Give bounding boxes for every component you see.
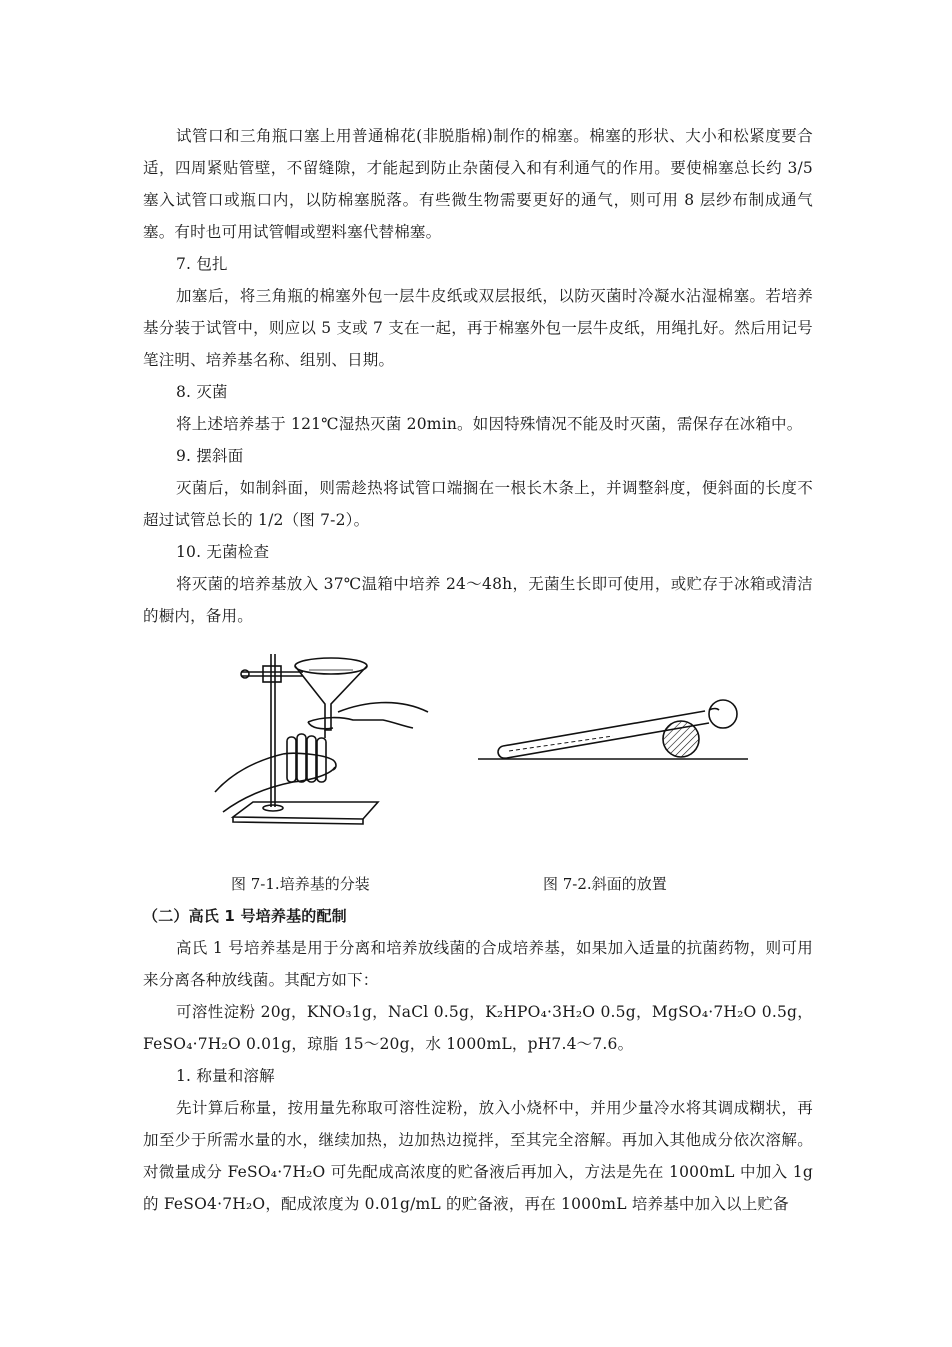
heading-weigh-dissolve: 1. 称量和溶解 bbox=[176, 1067, 275, 1085]
paragraph-sterilization: 将上述培养基于 121℃湿热灭菌 20min。如因特殊情况不能及时灭菌，需保存在冰箱中。 bbox=[176, 415, 803, 433]
paragraph-wrapping: 加塞后，将三角瓶的棉塞外包一层牛皮纸或双层报纸，以防灭菌时冷凝水沾湿棉塞。若培养基分装于试管中，则应以 5 支或 7 支在一起，再于棉塞外包一层牛皮纸，用绳扎好。然后用记号笔注明、培养基名称、组别、日期。 bbox=[143, 287, 813, 369]
section-title-gause-medium: （二）高氏 1 号培养基的配制 bbox=[143, 907, 347, 925]
heading-wrapping: 7. 包扎 bbox=[176, 255, 228, 273]
paragraph-slant: 灭菌后，如制斜面，则需趁热将试管口端搁在一根长木条上，并调整斜度，便斜面的长度不超过试管总长的 1/2（图 7-2）。 bbox=[143, 479, 813, 529]
figure-dispensing-illustration bbox=[213, 642, 433, 842]
figure-captions bbox=[143, 868, 813, 900]
heading-slant: 9. 摆斜面 bbox=[176, 447, 244, 465]
figures-row bbox=[143, 636, 813, 868]
paragraph-cotton-plug: 试管口和三角瓶口塞上用普通棉花(非脱脂棉)制作的棉塞。棉塞的形状、大小和松紧度要合适，四周紧贴管壁，不留缝隙，才能起到防止杂菌侵入和有利通气的作用。要使棉塞总长约 3/5 塞入试管口或瓶口内，以防棉塞脱落。有些微生物需要更好的通气，则可用 8 层纱布制成通气塞。有时也可用试管帽或塑料塞代替棉塞。 bbox=[143, 127, 813, 241]
paragraph-gause-formula: 可溶性淀粉 20g，KNO₃1g，NaCl 0.5g，K₂HPO₄·3H₂O 0.5g，MgSO₄·7H₂O 0.5g，FeSO₄·7H₂O 0.01g，琼脂 15～20g，水 1000mL，pH7.4～7.6。 bbox=[143, 1003, 813, 1053]
paragraph-weigh-dissolve: 先计算后称量，按用量先称取可溶性淀粉，放入小烧杯中，并用少量冷水将其调成糊状，再加至少于所需水量的水，继续加热，边加热边搅拌，至其完全溶解。再加入其他成分依次溶解。对微量成分 FeSO₄·7H₂O 可先配成高浓度的贮备液后再加入，方法是先在 1000mL 中加入 1g 的 FeSO4·7H₂O，配成浓度为 0.01g/mL 的贮备液，再在 1000mL 培养基中加入以上贮备 bbox=[143, 1099, 813, 1213]
heading-sterility-check: 10. 无菌检查 bbox=[176, 543, 270, 561]
caption-figure-7-2: 图 7-2.斜面的放置 bbox=[543, 875, 667, 893]
paragraph-sterility-check: 将灭菌的培养基放入 37℃温箱中培养 24～48h，无菌生长即可使用，或贮存于冰箱或清洁的橱内，备用。 bbox=[143, 575, 813, 625]
caption-figure-7-1: 图 7-1.培养基的分装 bbox=[231, 875, 370, 893]
figure-slant-illustration bbox=[473, 696, 753, 796]
document-page bbox=[143, 120, 813, 1220]
heading-sterilization: 8. 灭菌 bbox=[176, 383, 228, 401]
paragraph-gause-intro: 高氏 1 号培养基是用于分离和培养放线菌的合成培养基，如果加入适量的抗菌药物，则可用来分离各种放线菌。其配方如下： bbox=[143, 939, 813, 989]
